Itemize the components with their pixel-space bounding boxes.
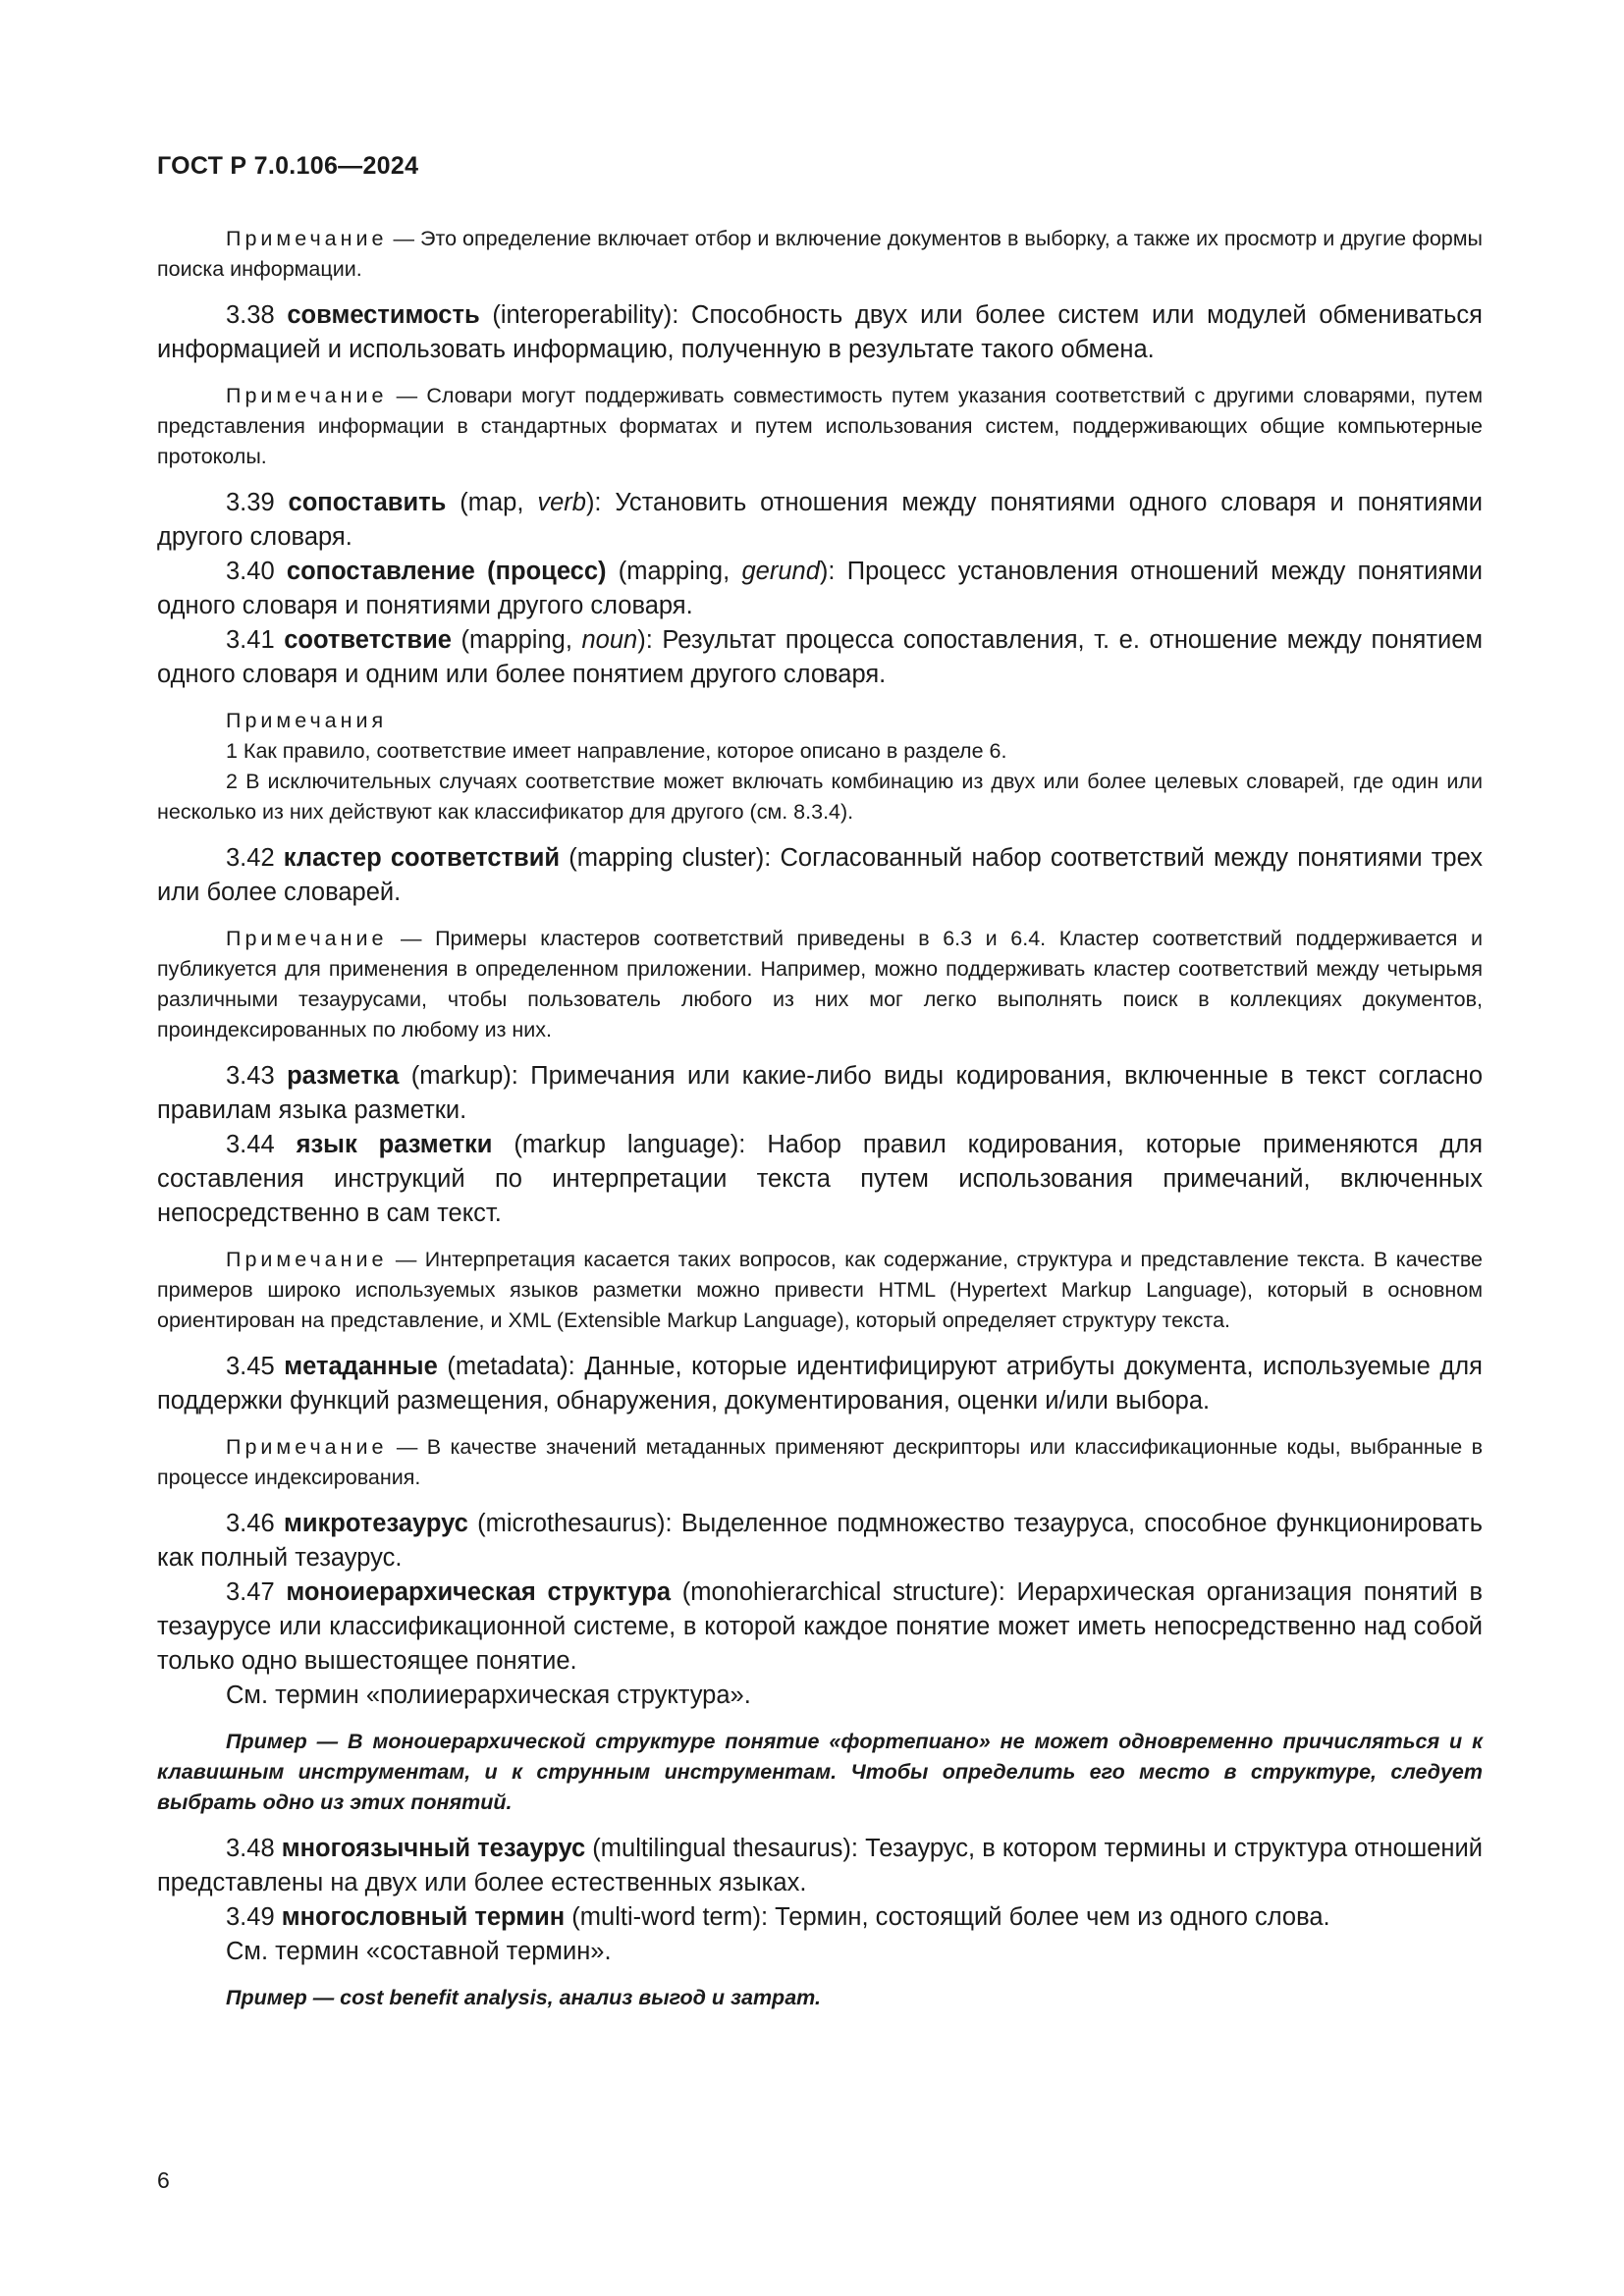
term-name: микротезаурус xyxy=(283,1510,468,1537)
term-number: 3.44 xyxy=(226,1131,275,1158)
example-3-49: Пример — cost benefit analysis, анализ выгод и затрат. xyxy=(226,1986,821,2009)
example-3-47: Пример — В моноиерархической структуре понятие «фортепиано» не может одновременно причисляться и к клавишным инструментам, и к струнным инструментам. Чтобы определить его место в структуре, следует выбрать одно из этих понятий. xyxy=(157,1730,1483,1814)
term-number: 3.46 xyxy=(226,1510,275,1537)
term-english: (map, xyxy=(446,489,538,516)
term-number: 3.40 xyxy=(226,558,275,585)
term-english: (monohierarchical structure) xyxy=(671,1578,999,1606)
term-name: моноиерархическая структура xyxy=(286,1578,672,1606)
term-3-41 xyxy=(157,623,1483,692)
term-english: (metadata) xyxy=(437,1353,568,1380)
note-3-41-2: 2 В исключительных случаях соответствие может включать комбинацию из двух или более целевых словарей, где один или несколько из них действуют как классификатор для другого (см. 8.3.4). xyxy=(157,770,1483,824)
term-definition: ): Установить отношения между понятиями одного словаря и понятиями другого словаря. xyxy=(157,489,1483,551)
term-part-of-speech: noun xyxy=(581,626,638,654)
term-part-of-speech: gerund xyxy=(741,558,820,585)
note-3-44 xyxy=(157,1245,1483,1336)
term-number: 3.42 xyxy=(226,844,275,872)
term-3-38 xyxy=(157,298,1483,367)
term-name: многословный термин xyxy=(281,1903,566,1931)
note-label: Примечание xyxy=(226,1435,388,1459)
term-english: (mapping, xyxy=(451,626,582,654)
term-english: (multilingual thesaurus) xyxy=(585,1835,851,1862)
term-number: 3.47 xyxy=(226,1578,275,1606)
term-definition: ): Процесс установления отношений между понятиями одного словаря и понятиями другого словаря. xyxy=(157,558,1484,619)
term-definition: : Тезаурус, в котором термины и структура отношений представлены на двух или более естественных языках. xyxy=(157,1835,1484,1896)
note-3-37 xyxy=(157,224,1483,285)
term-definition: : Способность двух или более систем или модулей обмениваться информацией и использовать информацию, полученную в результате такого обмена. xyxy=(157,301,1483,363)
note-3-45 xyxy=(157,1432,1483,1493)
see-also-3-49: См. термин «составной термин». xyxy=(226,1938,612,1965)
note-label: Примечание xyxy=(226,1248,388,1271)
document-header: ГОСТ Р 7.0.106—2024 xyxy=(157,152,419,180)
term-definition: : Иерархическая организация понятий в тезаурусе или классификационной системе, в которой каждое понятие может иметь непосредственно над собой только одно вышестоящее понятие. xyxy=(157,1578,1483,1675)
term-definition: : Термин, состоящий более чем из одного слова. xyxy=(760,1903,1330,1931)
term-3-47 xyxy=(157,1575,1483,1679)
see-also-3-47: См. термин «полииерархическая структура». xyxy=(226,1682,751,1709)
term-name: кластер соответствий xyxy=(283,844,561,872)
term-3-49 xyxy=(157,1900,1483,1935)
note-3-38 xyxy=(157,381,1483,472)
term-name: соответствие xyxy=(284,626,452,654)
term-english: (mapping cluster) xyxy=(560,844,765,872)
term-3-45 xyxy=(157,1350,1483,1418)
note-text: — Примеры кластеров соответствий приведены в 6.3 и 6.4. Кластер соответствий поддерживается и публикуется для применения в определенном приложении. Например, можно поддерживать кластер соответствий между четырьмя различными тезаурусами, чтобы пользователь любого из них мог легко выполнять поиск в коллекциях документов, проиндексированных по любому из них. xyxy=(157,927,1483,1041)
term-number: 3.41 xyxy=(226,626,275,654)
document-body xyxy=(157,224,1483,2027)
term-number: 3.39 xyxy=(226,489,275,516)
term-3-46 xyxy=(157,1507,1483,1575)
note-label: Примечание xyxy=(226,227,388,250)
notes-label: Примечания xyxy=(226,709,388,732)
term-definition: : Согласованный набор соответствий между понятиями трех или более словарей. xyxy=(157,844,1483,906)
term-3-39 xyxy=(157,486,1483,555)
note-text: — Это определение включает отбор и включение документов в выборку, а также их просмотр и другие формы поиска информации. xyxy=(157,227,1483,281)
term-name: язык разметки xyxy=(296,1131,493,1158)
note-3-41-1: 1 Как правило, соответствие имеет направление, которое описано в разделе 6. xyxy=(226,739,1007,763)
term-definition: : Примечания или какие-либо виды кодирования, включенные в текст согласно правилам языка разметки. xyxy=(157,1062,1483,1124)
note-label: Примечание xyxy=(226,384,388,407)
page-number: 6 xyxy=(157,2167,170,2193)
term-name: многоязычный тезаурус xyxy=(281,1835,586,1862)
term-name: совместимость xyxy=(287,301,480,329)
term-number: 3.48 xyxy=(226,1835,275,1862)
note-text: — В качестве значений метаданных применяют дескрипторы или классификационные коды, выбранные в процессе индексирования. xyxy=(157,1435,1483,1489)
term-3-44 xyxy=(157,1128,1483,1231)
term-3-42 xyxy=(157,841,1483,910)
term-number: 3.49 xyxy=(226,1903,275,1931)
term-english: (markup) xyxy=(399,1062,512,1090)
term-english: (interoperability) xyxy=(479,301,673,329)
term-english: (mapping, xyxy=(606,558,742,585)
term-part-of-speech: verb xyxy=(537,489,586,516)
note-label: Примечание xyxy=(226,927,388,950)
term-number: 3.38 xyxy=(226,301,275,329)
term-name: сопоставление (процесс) xyxy=(286,558,607,585)
note-3-42 xyxy=(157,924,1483,1045)
term-3-43 xyxy=(157,1059,1483,1128)
term-3-40 xyxy=(157,555,1483,623)
term-english: (markup language) xyxy=(492,1131,739,1158)
term-english: (microthesaurus) xyxy=(467,1510,666,1537)
term-number: 3.45 xyxy=(226,1353,275,1380)
term-name: разметка xyxy=(287,1062,400,1090)
term-definition: : Данные, которые идентифицируют атрибуты документа, используемые для поддержки функций размещения, обнаружения, документирования, оценки и/или выбора. xyxy=(157,1353,1483,1415)
term-definition: : Выделенное подмножество тезауруса, способное функционировать как полный тезаурус. xyxy=(157,1510,1483,1572)
term-definition: ): Результат процесса сопоставления, т. е. отношение между понятием одного словаря и одним или более понятием другого словаря. xyxy=(157,626,1483,688)
term-definition: : Набор правил кодирования, которые применяются для составления инструкций по интерпретации текста путем использования примечаний, включенных непосредственно в сам текст. xyxy=(157,1131,1484,1227)
note-text: — Словари могут поддерживать совместимость путем указания соответствий с другими словарями, путем представления информации в стандартных форматах и путем использования систем, поддерживающих общие компьютерные протоколы. xyxy=(157,384,1483,468)
term-english: (multi-word term) xyxy=(565,1903,761,1931)
term-name: сопоставить xyxy=(288,489,447,516)
term-3-48 xyxy=(157,1832,1483,1900)
notes-heading xyxy=(157,706,1483,736)
note-text: — Интерпретация касается таких вопросов, как содержание, структура и представление текста. В качестве примеров широко используемых языков разметки можно привести HTML (Hypertext Markup Language), который в основном ориентирован на представление, и XML (Extensible Markup Language), который определяет структуру текста. xyxy=(157,1248,1483,1332)
term-name: метаданные xyxy=(284,1353,438,1380)
term-number: 3.43 xyxy=(226,1062,275,1090)
